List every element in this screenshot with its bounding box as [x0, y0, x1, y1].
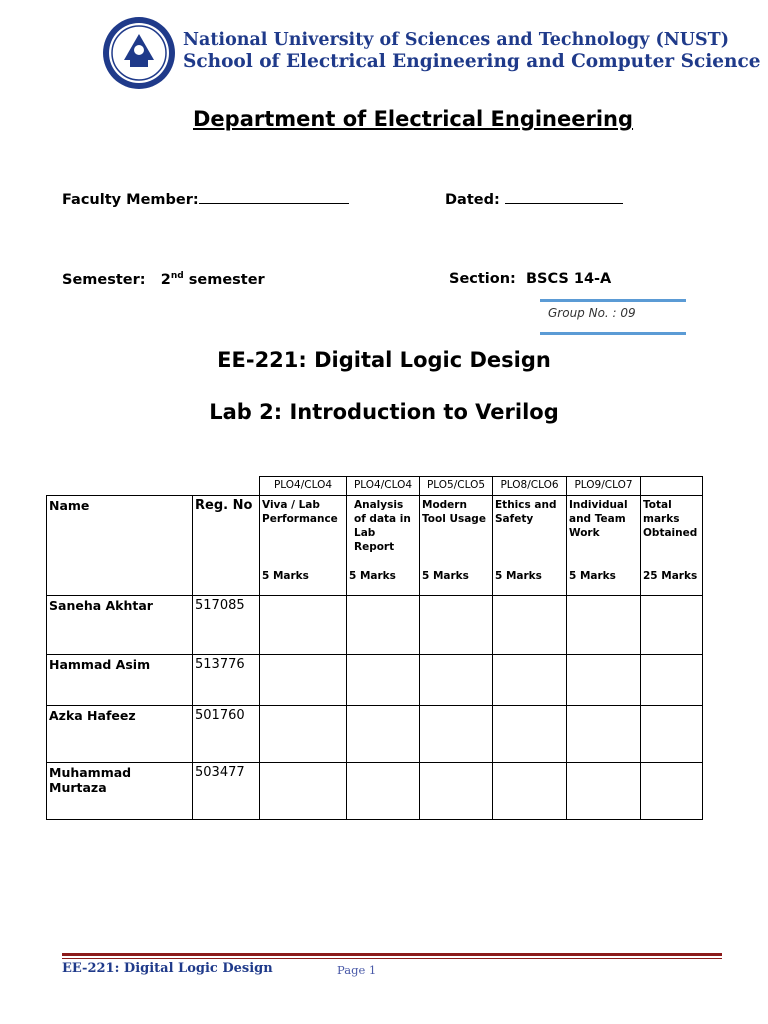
mark-cell[interactable] [641, 596, 703, 655]
footer-page-number: Page 1 [337, 963, 377, 977]
table-row [47, 706, 703, 763]
plo-header-row [47, 477, 703, 496]
student-reg: 517085 [193, 596, 260, 655]
nust-seal-logo-icon [102, 16, 176, 90]
faculty-label: Faculty Member: [62, 192, 199, 208]
footer-rule-thick [62, 953, 722, 956]
criteria-header [567, 496, 641, 596]
group-number: Group No. : 09 [548, 306, 636, 320]
mark-cell[interactable] [260, 763, 347, 820]
criteria-marks: 5 Marks [569, 570, 616, 582]
dated-field [445, 191, 623, 208]
student-reg: 501760 [193, 706, 260, 763]
plo-header: PLO5/CLO5 [420, 477, 493, 496]
mark-cell[interactable] [347, 655, 420, 706]
criteria-header [347, 496, 420, 596]
mark-cell[interactable] [641, 655, 703, 706]
student-name: Hammad Asim [47, 655, 193, 706]
mark-cell[interactable] [420, 763, 493, 820]
criteria-marks: 5 Marks [349, 570, 396, 582]
marks-table [46, 476, 703, 820]
criteria-header [260, 496, 347, 596]
mark-cell[interactable] [260, 596, 347, 655]
criteria-header-row [47, 496, 703, 596]
section-field [449, 271, 611, 287]
mark-cell[interactable] [260, 655, 347, 706]
student-name: Azka Hafeez [47, 706, 193, 763]
criteria-title: Ethics and Safety [495, 499, 557, 525]
plo-header: PLO9/CLO7 [567, 477, 641, 496]
criteria-marks: 5 Marks [422, 570, 469, 582]
mark-cell[interactable] [567, 596, 641, 655]
criteria-title: Analysis of data in Lab Report [354, 499, 411, 553]
mark-cell[interactable] [567, 763, 641, 820]
student-reg: 503477 [193, 763, 260, 820]
mark-cell[interactable] [260, 706, 347, 763]
lab-title: Lab 2: Introduction to Verilog [209, 400, 559, 424]
mark-cell[interactable] [641, 763, 703, 820]
semester-word: semester [188, 271, 265, 288]
blank-cell [47, 477, 193, 496]
mark-cell[interactable] [641, 706, 703, 763]
mark-cell[interactable] [493, 655, 567, 706]
section-value: BSCS 14-A [525, 271, 612, 287]
criteria-title: Modern Tool Usage [422, 499, 486, 525]
table-row [47, 655, 703, 706]
table-row [47, 596, 703, 655]
criteria-marks: 5 Marks [495, 570, 542, 582]
group-bottom-rule [540, 332, 686, 335]
semester-suffix: nd [170, 271, 184, 281]
mark-cell[interactable] [420, 655, 493, 706]
criteria-title: Viva / Lab Performance [262, 499, 338, 525]
footer-rule-thin [62, 958, 722, 959]
mark-cell[interactable] [493, 763, 567, 820]
plo-header: PLO4/CLO4 [260, 477, 347, 496]
university-name: National University of Sciences and Technology (NUST) [183, 30, 729, 50]
reg-column-header: Reg. No [193, 496, 260, 596]
student-name: Muhammad Murtaza [47, 763, 193, 820]
mark-cell[interactable] [493, 706, 567, 763]
mark-cell[interactable] [347, 706, 420, 763]
criteria-marks: 25 Marks [643, 570, 698, 582]
name-column-header: Name [47, 496, 193, 596]
semester-label: Semester: [62, 271, 146, 288]
criteria-title: Individual and Team Work [569, 499, 628, 539]
mark-cell[interactable] [567, 706, 641, 763]
plo-header: PLO4/CLO4 [347, 477, 420, 496]
criteria-header [493, 496, 567, 596]
criteria-marks: 5 Marks [262, 570, 309, 582]
criteria-title: Total marks Obtained [643, 499, 698, 539]
mark-cell[interactable] [420, 596, 493, 655]
criteria-header [641, 496, 703, 596]
plo-header: PLO8/CLO6 [493, 477, 567, 496]
mark-cell[interactable] [567, 655, 641, 706]
school-name: School of Electrical Engineering and Computer Science [183, 51, 761, 72]
blank-cell [193, 477, 260, 496]
mark-cell[interactable] [493, 596, 567, 655]
semester-number: 2 [160, 271, 171, 288]
table-row [47, 763, 703, 820]
mark-cell[interactable] [347, 596, 420, 655]
department-title: Department of Electrical Engineering [193, 107, 634, 131]
plo-header-empty [641, 477, 703, 496]
dated-blank [505, 191, 623, 204]
faculty-field [62, 191, 349, 208]
course-title: EE-221: Digital Logic Design [217, 348, 551, 372]
student-name: Saneha Akhtar [47, 596, 193, 655]
semester-field [62, 271, 265, 288]
section-label: Section: [449, 271, 516, 287]
criteria-header [420, 496, 493, 596]
group-top-rule [540, 299, 686, 302]
faculty-blank [199, 191, 349, 204]
mark-cell[interactable] [347, 763, 420, 820]
student-reg: 513776 [193, 655, 260, 706]
footer-course: EE-221: Digital Logic Design [62, 961, 273, 976]
dated-label: Dated: [445, 192, 500, 208]
mark-cell[interactable] [420, 706, 493, 763]
